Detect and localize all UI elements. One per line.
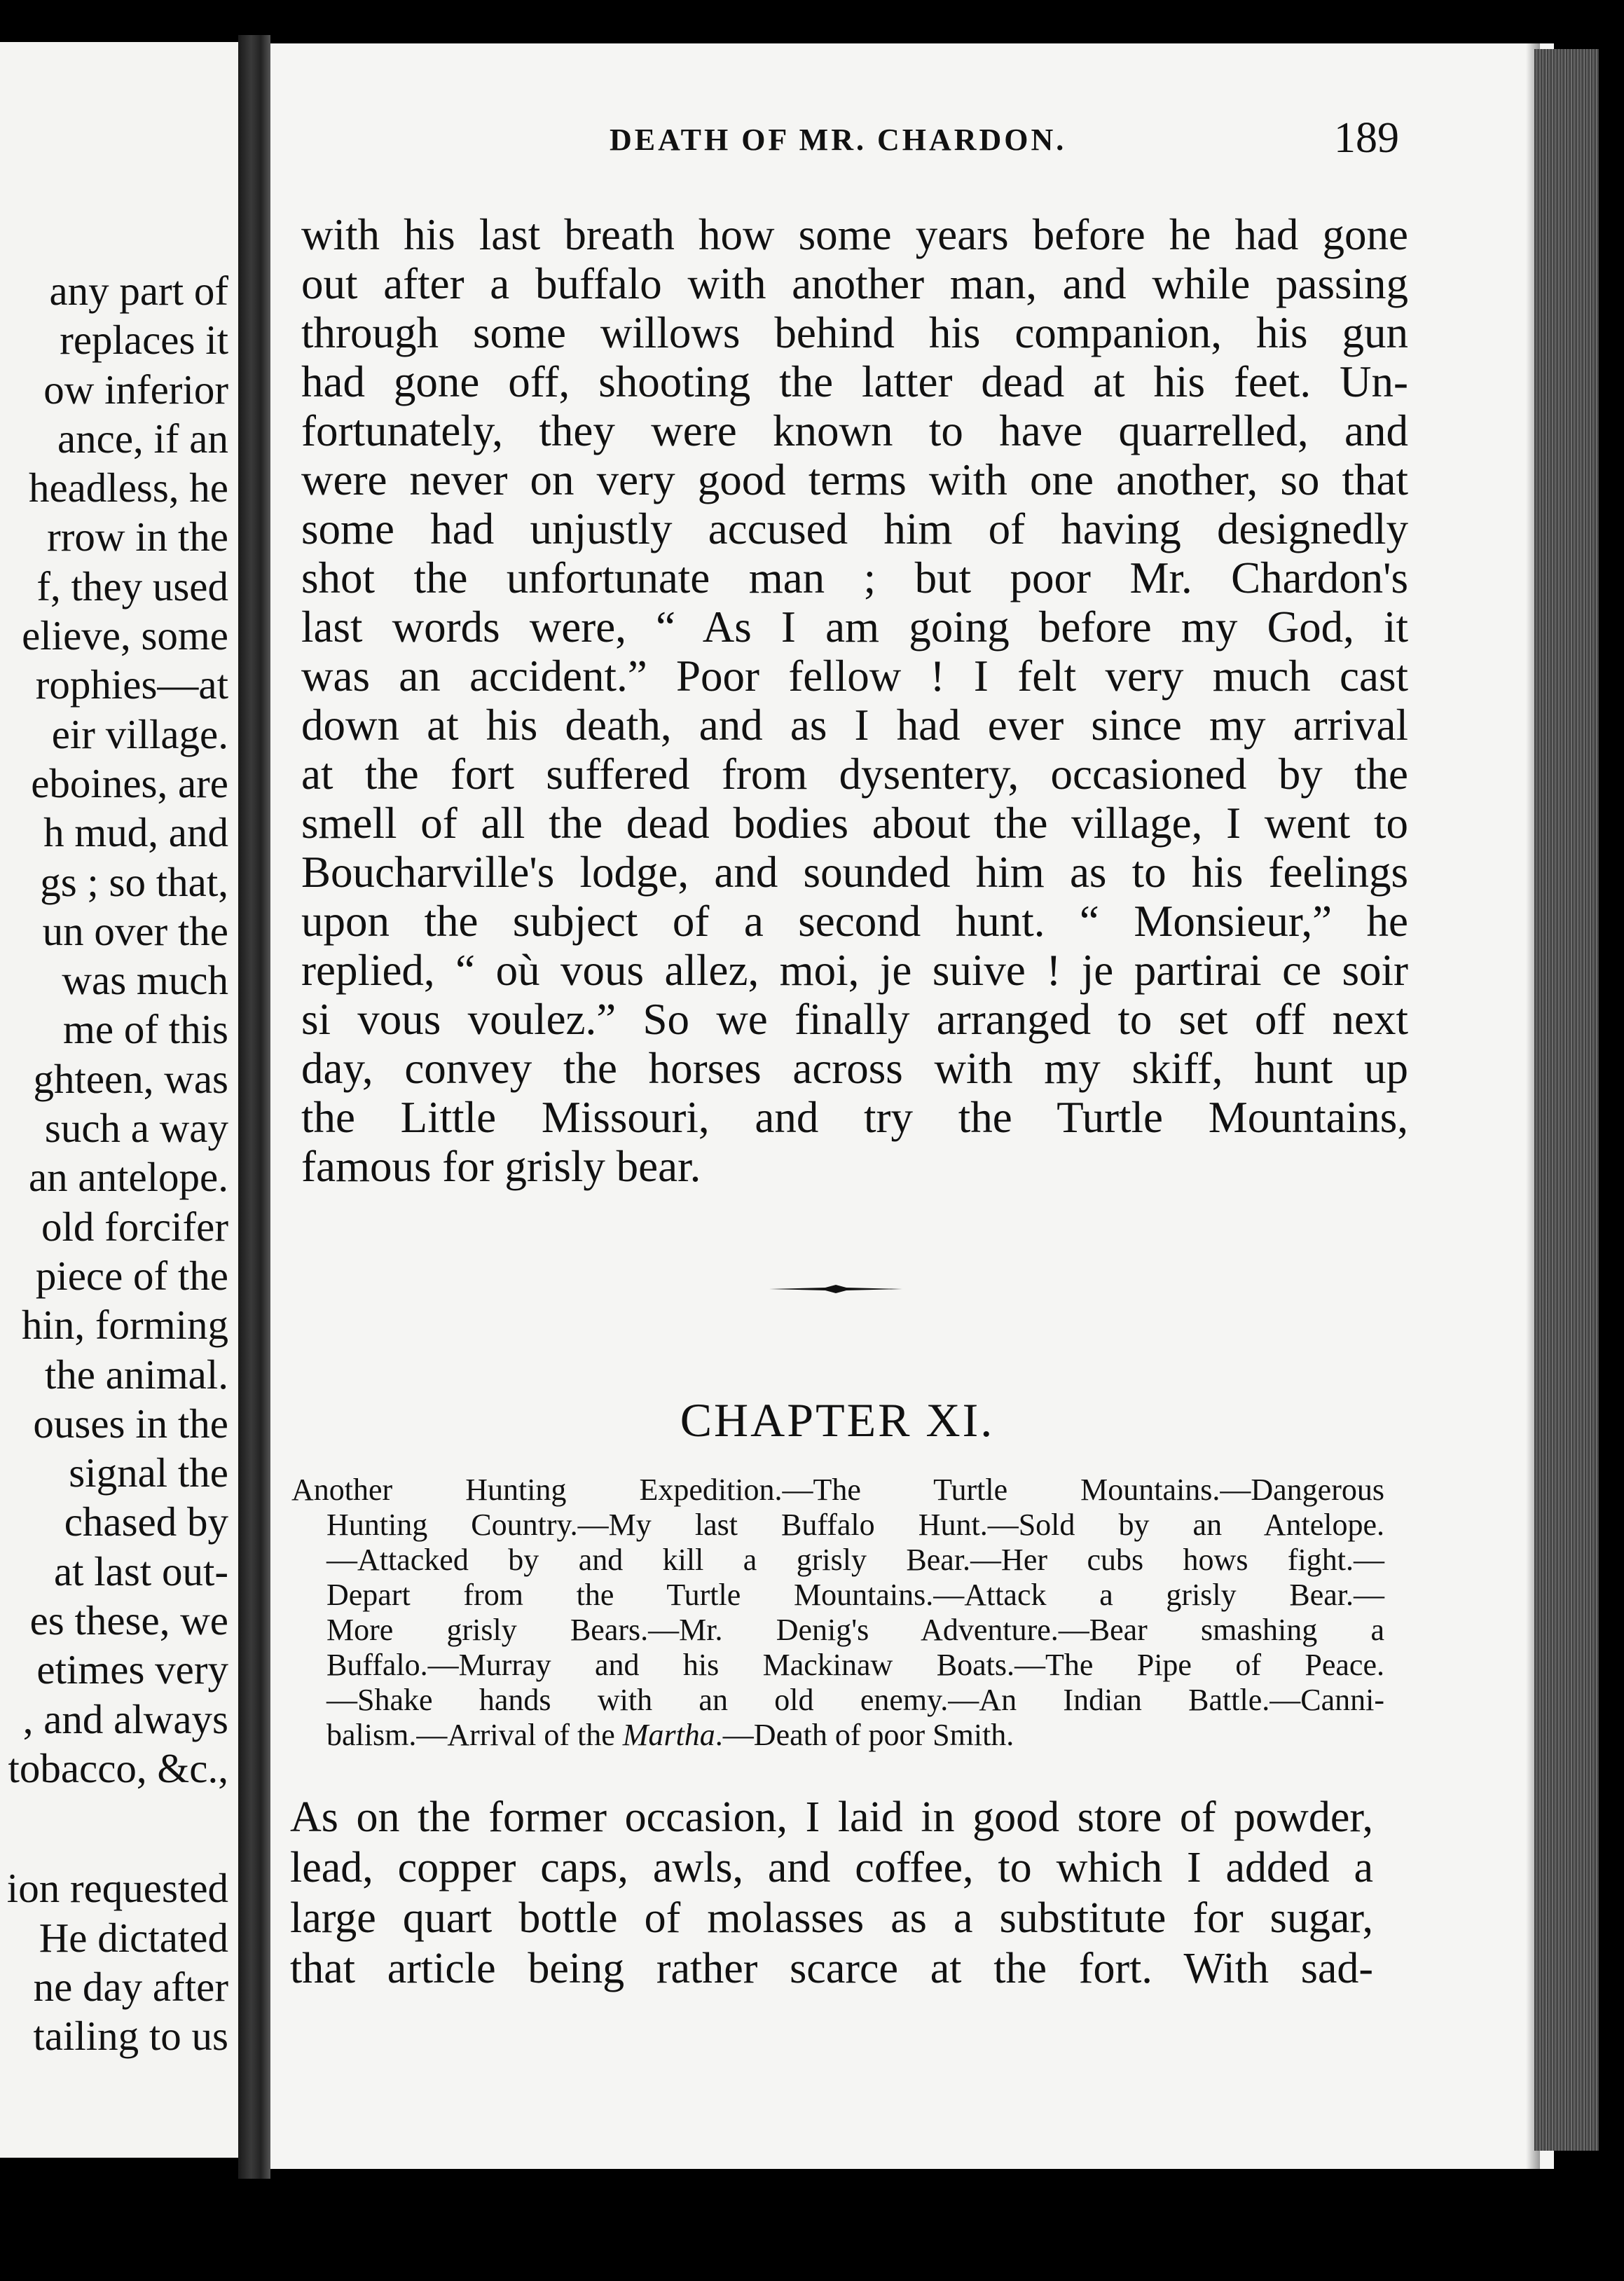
text-line: upon the subject of a second hunt. “ Monsieur,” he: [301, 897, 1408, 946]
previous-page-line: old forcifer: [41, 1203, 228, 1250]
previous-page-line: eir village.: [51, 710, 228, 757]
previous-page-line: f, they used: [36, 563, 228, 609]
text-line: lead, copper caps, awls, and coffee, to which I added a: [290, 1844, 1373, 1891]
previous-page-line: ance, if an: [57, 415, 228, 462]
previous-page-line: replaces it: [60, 317, 228, 364]
previous-page-line: h mud, and: [43, 809, 228, 856]
text-line: fortunately, they were known to have quarrelled, and: [301, 406, 1408, 455]
chapter-heading: CHAPTER XI.: [680, 1393, 995, 1447]
previous-page-line: any part of: [49, 268, 228, 314]
text-line: si vous voulez.” So we finally arranged to set off next: [301, 995, 1408, 1044]
previous-page-line: such a way: [44, 1105, 228, 1152]
previous-page-line: headless, he: [28, 464, 228, 511]
paragraph-2: [290, 1792, 1373, 1994]
previous-page-line: , and always: [22, 1695, 228, 1742]
synopsis-line: [291, 1718, 1384, 1753]
previous-page: [0, 42, 238, 2158]
text-line: was an accident.” Poor fellow ! I felt very much cast: [301, 652, 1408, 701]
previous-page-line: es these, we: [29, 1597, 228, 1644]
previous-page-line: was much: [62, 957, 228, 1004]
ship-name: Martha: [622, 1718, 715, 1752]
previous-page-text: [7, 266, 228, 2060]
previous-page-line: at last out-: [53, 1548, 228, 1594]
previous-page-line: He dictated: [39, 1914, 228, 1961]
text-line: had gone off, shooting the latter dead at his feet. Un-: [301, 357, 1408, 406]
previous-page-line: chased by: [64, 1498, 228, 1545]
page-number: 189: [1334, 114, 1399, 162]
previous-page-line: piece of the: [35, 1252, 228, 1299]
text-line: down at his death, and as I had ever since my arrival: [301, 701, 1408, 750]
synopsis-line: Hunting Country.—My last Buffalo Hunt.—Sold by an Antelope.: [326, 1508, 1384, 1542]
chapter-synopsis: [291, 1473, 1384, 1753]
synopsis-line: Depart from the Turtle Mountains.—Attack a grisly Bear.—: [326, 1578, 1384, 1612]
text-line: famous for grisly bear.: [301, 1142, 701, 1191]
previous-page-line: ghteen, was: [33, 1055, 228, 1102]
paragraph-1: [301, 210, 1408, 1191]
section-ornament: [769, 1285, 902, 1293]
previous-page-line: rrow in the: [47, 514, 228, 560]
previous-page-line: eboines, are: [31, 759, 228, 806]
text-line: shot the unfortunate man ; but poor Mr. Chardon's: [301, 553, 1408, 602]
text-line: through some willows behind his companion, his gun: [301, 308, 1408, 357]
text-line: with his last breath how some years before he had gone: [301, 210, 1408, 259]
previous-page-line: hin, forming: [22, 1302, 228, 1349]
text-line: As on the former occasion, I laid in good store of powder,: [290, 1793, 1373, 1841]
running-head: [336, 90, 1415, 162]
text-line: were never on very good terms with one another, so that: [301, 455, 1408, 504]
synopsis-text: .—Death of poor Smith.: [715, 1718, 1014, 1752]
text-line: replied, “ où vous allez, moi, je suive ! je partirai ce soir: [301, 946, 1408, 995]
previous-page-line: gs ; so that,: [40, 858, 228, 905]
text-line: that article being rather scarce at the fort. With sad-: [290, 1945, 1373, 1992]
synopsis-line: More grisly Bears.—Mr. Denig's Adventure.—Bear smashing a: [326, 1613, 1384, 1647]
previous-page-line: ow inferior: [43, 366, 228, 413]
text-line: some had unjustly accused him of having designedly: [301, 504, 1408, 553]
previous-page-line: ouses in the: [33, 1400, 228, 1447]
text-line: large quart bottle of molasses as a substitute for sugar,: [290, 1894, 1373, 1942]
previous-page-line: tobacco, &c.,: [8, 1744, 228, 1791]
previous-page-line: elieve, some: [22, 612, 228, 659]
text-line: last words were, “ As I am going before my God, it: [301, 602, 1408, 652]
previous-page-line: ne day after: [33, 1963, 228, 2010]
book-gutter: [238, 35, 270, 2179]
text-line: Boucharville's lodge, and sounded him as to his feelings: [301, 848, 1408, 897]
synopsis-line: —Attacked by and kill a grisly Bear.—Her cubs hows fight.—: [326, 1543, 1384, 1577]
previous-page-line: ion requested: [6, 1865, 228, 1912]
synopsis-line: —Shake hands with an old enemy.—An Indian Battle.—Canni-: [326, 1683, 1384, 1717]
text-line: day, convey the horses across with my skiff, hunt up: [301, 1044, 1408, 1093]
text-line: smell of all the dead bodies about the village, I went to: [301, 799, 1408, 848]
previous-page-line: un over the: [42, 907, 228, 954]
previous-page-line: rophies—at: [35, 661, 228, 708]
text-line: out after a buffalo with another man, and while passing: [301, 259, 1408, 308]
text-line: at the fort suffered from dysentery, occasioned by the: [301, 750, 1408, 799]
previous-page-line: an antelope.: [28, 1154, 228, 1201]
synopsis-line: Another Hunting Expedition.—The Turtle Mountains.—Dangerous: [291, 1473, 1384, 1507]
previous-page-line: me of this: [63, 1006, 228, 1053]
page-block-edge: [1534, 49, 1599, 2151]
running-title: DEATH OF MR. CHARDON.: [610, 123, 1067, 157]
previous-page-line: signal the: [69, 1449, 228, 1496]
synopsis-line: Buffalo.—Murray and his Mackinaw Boats.—The Pipe of Peace.: [326, 1648, 1384, 1682]
previous-page-gap: [7, 1793, 228, 1863]
previous-page-line: the animal.: [44, 1351, 228, 1398]
previous-page-line: tailing to us: [33, 2013, 228, 2060]
text-line: the Little Missouri, and try the Turtle Mountains,: [301, 1093, 1408, 1142]
previous-page-line: etimes very: [36, 1646, 228, 1693]
synopsis-text: balism.—Arrival of the: [326, 1718, 623, 1752]
